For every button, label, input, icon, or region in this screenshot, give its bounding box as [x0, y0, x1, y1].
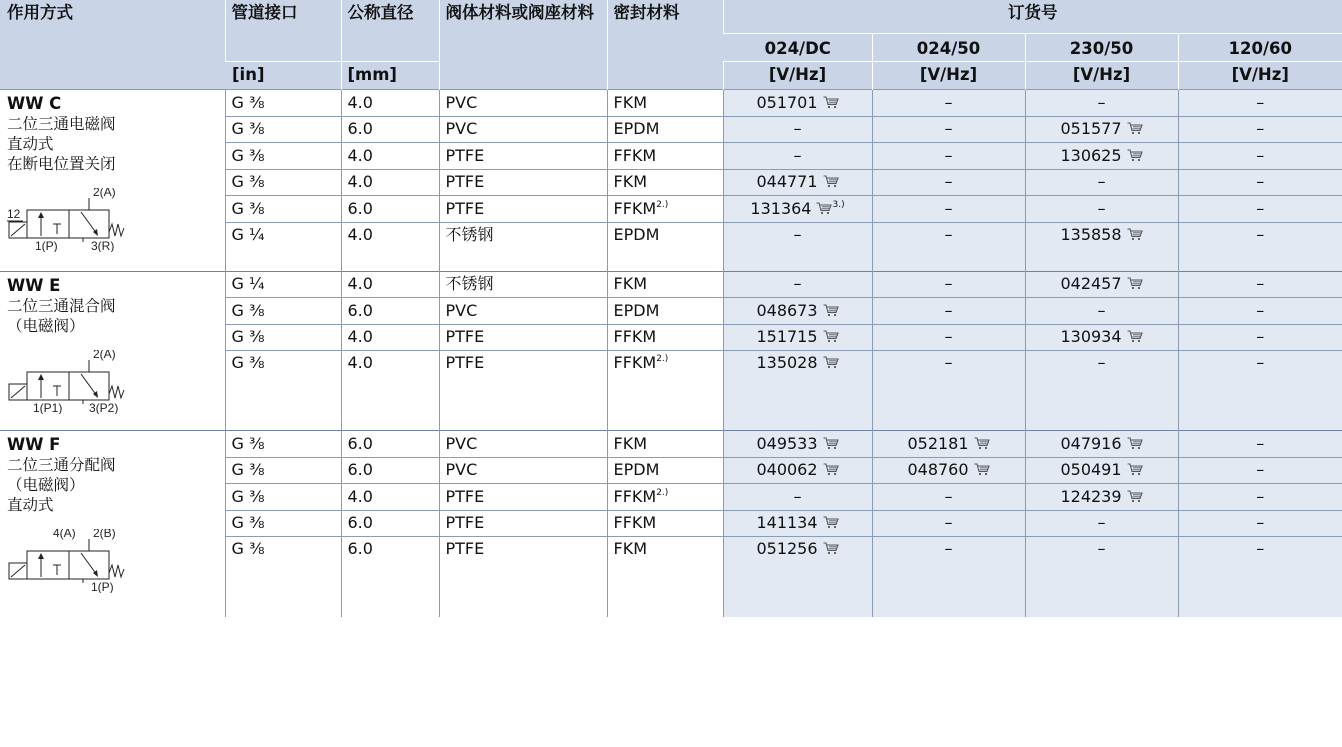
shopping-cart-icon[interactable]: [1127, 149, 1143, 162]
shopping-cart-icon[interactable]: [1127, 330, 1143, 343]
port-cell: G ⅜: [225, 537, 341, 617]
seal-material: FFKM: [613, 145, 657, 165]
seal-material: FFKM: [613, 513, 657, 533]
valve-type-title: WW E: [7, 275, 61, 295]
order-number[interactable]: 044771: [756, 172, 818, 192]
order-number: –: [1256, 513, 1265, 533]
order-number-cell: [723, 271, 872, 298]
order-number-cell[interactable]: [1025, 143, 1178, 170]
order-number: –: [1256, 433, 1265, 453]
order-number: –: [1256, 224, 1265, 244]
order-number[interactable]: 051701: [756, 92, 818, 112]
order-number-cell: [723, 143, 872, 170]
order-number[interactable]: 130625: [1060, 145, 1122, 165]
unit-voltage: [V/Hz]: [1178, 62, 1342, 90]
order-number: –: [944, 327, 953, 347]
body-material-cell: PVC: [439, 116, 607, 143]
shopping-cart-icon[interactable]: [823, 437, 839, 450]
action-cell: [0, 271, 225, 431]
port-cell: G ⅜: [225, 143, 341, 170]
order-number-cell: [1025, 537, 1178, 617]
body-material-cell: PVC: [439, 431, 607, 458]
seal-material: FKM: [613, 92, 647, 112]
shopping-cart-icon[interactable]: [823, 542, 839, 555]
valve-description: 直动式: [7, 496, 54, 514]
order-number-cell: [1178, 90, 1342, 117]
order-number[interactable]: 135858: [1060, 224, 1122, 244]
order-number-cell: [723, 484, 872, 511]
order-number: –: [1256, 145, 1265, 165]
order-number-cell[interactable]: [723, 351, 872, 431]
order-number-cell: [723, 222, 872, 271]
header-nominal-diameter: 公称直径: [341, 0, 439, 62]
order-number: –: [1256, 327, 1265, 347]
valve-description: （电磁阀）: [7, 316, 85, 335]
order-number-cell[interactable]: [723, 324, 872, 351]
diameter-cell: 4.0: [341, 271, 439, 298]
table-row: [0, 90, 1342, 117]
header-voltage-024dc: 024/DC: [723, 34, 872, 62]
order-number-cell: [1178, 169, 1342, 196]
order-number: –: [944, 513, 953, 533]
body-material-cell: PTFE: [439, 537, 607, 617]
valve-description: 二位三通电磁阀: [7, 115, 116, 133]
port-cell: G ⅜: [225, 90, 341, 117]
order-number: –: [944, 274, 953, 294]
diameter-cell: 6.0: [341, 298, 439, 325]
seal-material: FKM: [613, 274, 647, 294]
order-number-cell[interactable]: [723, 537, 872, 617]
order-number-cell[interactable]: [1025, 116, 1178, 143]
diameter-cell: 6.0: [341, 537, 439, 617]
footnote-marker: 2.): [656, 487, 669, 498]
order-number[interactable]: 130934: [1060, 327, 1122, 347]
order-number: –: [793, 486, 802, 506]
seal-material: FKM: [613, 539, 647, 558]
footnote-marker: 3.): [832, 199, 845, 210]
seal-material: FKM: [613, 172, 647, 192]
order-number-cell: [872, 196, 1025, 223]
order-number: –: [1097, 300, 1106, 320]
seal-material-cell: [607, 116, 723, 143]
symbol-label: 12: [7, 207, 21, 221]
diameter-cell: 4.0: [341, 324, 439, 351]
footnote-marker: 2.): [656, 354, 669, 364]
port-cell: G ⅜: [225, 351, 341, 431]
order-number-cell: [1025, 90, 1178, 117]
order-number-cell[interactable]: [872, 457, 1025, 484]
order-number-cell: [1025, 351, 1178, 431]
shopping-cart-icon[interactable]: [823, 304, 839, 317]
order-number: –: [944, 539, 953, 558]
order-number-cell: [872, 90, 1025, 117]
order-number: –: [944, 92, 953, 112]
seal-material-cell: [607, 196, 723, 223]
shopping-cart-icon[interactable]: [1127, 122, 1143, 135]
order-number[interactable]: 042457: [1060, 274, 1122, 294]
order-number: –: [1097, 198, 1106, 218]
shopping-cart-icon[interactable]: [823, 96, 839, 109]
order-number: –: [944, 172, 953, 192]
order-number: –: [1256, 460, 1265, 480]
order-number-cell[interactable]: [1025, 324, 1178, 351]
shopping-cart-icon[interactable]: [1127, 228, 1143, 241]
order-number-cell: [1178, 222, 1342, 271]
order-number-cell: [872, 271, 1025, 298]
order-number-cell: [1178, 196, 1342, 223]
order-number: –: [1097, 92, 1106, 112]
diameter-cell: 4.0: [341, 351, 439, 431]
order-number-cell: [723, 116, 872, 143]
symbol-label: 3(P2): [89, 400, 119, 414]
order-number-cell[interactable]: [723, 510, 872, 537]
port-cell: G ⅜: [225, 484, 341, 511]
order-number: –: [1097, 172, 1106, 192]
order-number[interactable]: 048760: [907, 460, 969, 480]
shopping-cart-icon[interactable]: [1127, 437, 1143, 450]
port-cell: G ⅜: [225, 116, 341, 143]
order-number-cell: [872, 537, 1025, 617]
order-number-cell: [1178, 484, 1342, 511]
order-number-cell: [872, 484, 1025, 511]
seal-material: FKM: [613, 433, 647, 453]
order-number: –: [1097, 539, 1106, 558]
order-number-cell[interactable]: [1025, 431, 1178, 458]
shopping-cart-icon[interactable]: [823, 516, 839, 529]
table-row: [0, 271, 1342, 298]
order-number[interactable]: 124239: [1060, 486, 1122, 506]
seal-material: EPDM: [613, 224, 660, 244]
order-number-cell: [1025, 196, 1178, 223]
order-number-cell: [1178, 116, 1342, 143]
order-number-cell[interactable]: [872, 431, 1025, 458]
valve-type-title: WW C: [7, 94, 62, 113]
seal-material: FFKM: [613, 486, 657, 506]
order-number[interactable]: 047916: [1060, 433, 1122, 453]
order-number-cell: [872, 298, 1025, 325]
port-cell: G ¼: [225, 222, 341, 271]
order-number-cell: [872, 510, 1025, 537]
valve-symbol-diagram: [7, 529, 218, 598]
order-number-cell: [1178, 351, 1342, 431]
symbol-label: 1(P): [35, 239, 58, 252]
order-number-cell[interactable]: [723, 431, 872, 458]
diameter-cell: 4.0: [341, 169, 439, 196]
shopping-cart-icon[interactable]: [823, 356, 839, 369]
diameter-cell: 4.0: [341, 222, 439, 271]
seal-material-cell: [607, 271, 723, 298]
order-number: –: [1256, 353, 1265, 372]
header-order-number: 订货号: [723, 0, 1342, 34]
order-number-cell: [872, 222, 1025, 271]
order-number: –: [1097, 513, 1106, 533]
order-number-cell[interactable]: [1025, 457, 1178, 484]
seal-material-cell: [607, 169, 723, 196]
unit-diameter: [mm]: [341, 62, 439, 90]
order-number[interactable]: 049533: [756, 433, 818, 453]
order-number-cell[interactable]: [723, 298, 872, 325]
shopping-cart-icon[interactable]: [1127, 463, 1143, 476]
order-number-cell: [1025, 169, 1178, 196]
valve-symbol-diagram: [7, 350, 218, 419]
port-cell: G ⅜: [225, 324, 341, 351]
symbol-label: 3(R): [91, 239, 115, 252]
seal-material: EPDM: [613, 460, 660, 480]
order-number: –: [1256, 539, 1265, 558]
symbol-label: 4(A): [53, 529, 76, 540]
header-port: 管道接口: [225, 0, 341, 62]
shopping-cart-icon[interactable]: [823, 330, 839, 343]
valve-description: 在断电位置关闭: [7, 155, 116, 173]
order-number[interactable]: 141134: [756, 513, 818, 533]
header-seal-material: 密封材料: [607, 0, 723, 90]
seal-material-cell: [607, 351, 723, 431]
order-number: –: [793, 145, 802, 165]
seal-material-cell: [607, 324, 723, 351]
seal-material: FFKM: [613, 327, 657, 347]
seal-material-cell: [607, 90, 723, 117]
seal-material: EPDM: [613, 300, 660, 320]
unit-voltage: [V/Hz]: [723, 62, 872, 90]
port-cell: G ⅜: [225, 169, 341, 196]
seal-material-cell: [607, 222, 723, 271]
header-voltage-23050: 230/50: [1025, 34, 1178, 62]
order-number: –: [1097, 353, 1106, 372]
port-cell: G ⅜: [225, 298, 341, 325]
unit-port: [in]: [225, 62, 341, 90]
order-number-cell[interactable]: [723, 169, 872, 196]
order-number-cell: [1178, 510, 1342, 537]
seal-material: FFKM: [613, 198, 657, 218]
order-number-cell: [1178, 324, 1342, 351]
order-number[interactable]: 052181: [907, 433, 969, 453]
order-number-cell: [1178, 271, 1342, 298]
order-number-cell[interactable]: [1025, 484, 1178, 511]
seal-material-cell: [607, 298, 723, 325]
order-number: –: [944, 353, 953, 372]
symbol-label: 2(B): [93, 529, 116, 540]
action-cell: [0, 90, 225, 272]
port-cell: G ⅜: [225, 431, 341, 458]
shopping-cart-icon[interactable]: [1127, 277, 1143, 290]
order-number-cell: [1178, 143, 1342, 170]
order-number: –: [944, 145, 953, 165]
order-number-cell[interactable]: [723, 90, 872, 117]
order-number[interactable]: 040062: [756, 460, 818, 480]
order-number: –: [944, 198, 953, 218]
shopping-cart-icon[interactable]: [823, 175, 839, 188]
order-number-cell: [872, 169, 1025, 196]
valve-type-title: WW F: [7, 435, 61, 454]
seal-material-cell: [607, 484, 723, 511]
order-number[interactable]: 048673: [756, 300, 818, 320]
body-material-cell: PTFE: [439, 324, 607, 351]
body-material-cell: PTFE: [439, 169, 607, 196]
order-number-cell: [1178, 298, 1342, 325]
order-number-cell: [872, 324, 1025, 351]
symbol-label: 2(A): [93, 349, 116, 361]
unit-voltage: [V/Hz]: [872, 62, 1025, 90]
order-number[interactable]: 051577: [1060, 119, 1122, 139]
diameter-cell: 4.0: [341, 484, 439, 511]
diameter-cell: 6.0: [341, 196, 439, 223]
seal-material-cell: [607, 537, 723, 617]
order-number: –: [1256, 300, 1265, 320]
order-number[interactable]: 050491: [1060, 460, 1122, 480]
seal-material: FFKM: [613, 353, 657, 372]
body-material-cell: PTFE: [439, 510, 607, 537]
body-material-cell: PTFE: [439, 484, 607, 511]
header-voltage-02450: 024/50: [872, 34, 1025, 62]
symbol-label: 1(P): [91, 580, 114, 593]
port-cell: G ⅜: [225, 510, 341, 537]
order-number: –: [1256, 486, 1265, 506]
order-number: –: [944, 119, 953, 139]
order-number[interactable]: 151715: [756, 327, 818, 347]
body-material-cell: PVC: [439, 457, 607, 484]
header-action: 作用方式: [0, 0, 225, 90]
body-material-cell: PVC: [439, 298, 607, 325]
order-number: –: [944, 300, 953, 320]
body-material-cell: 不锈钢: [439, 271, 607, 298]
order-number-cell: [1178, 431, 1342, 458]
diameter-cell: 6.0: [341, 457, 439, 484]
valve-description: （电磁阀）: [7, 476, 85, 494]
order-number-cell[interactable]: [1025, 271, 1178, 298]
diameter-cell: 6.0: [341, 431, 439, 458]
shopping-cart-icon[interactable]: [823, 463, 839, 476]
valve-description: 直动式: [7, 135, 54, 153]
seal-material-cell: [607, 431, 723, 458]
order-number-cell: [872, 351, 1025, 431]
shopping-cart-icon[interactable]: [1127, 490, 1143, 503]
unit-voltage: [V/Hz]: [1025, 62, 1178, 90]
port-cell: G ⅜: [225, 196, 341, 223]
diameter-cell: 6.0: [341, 116, 439, 143]
header-voltage-12060: 120/60: [1178, 34, 1342, 62]
order-number: –: [793, 119, 802, 139]
symbol-label: 2(A): [93, 188, 116, 199]
shopping-cart-icon[interactable]: [816, 202, 832, 215]
order-number: –: [1256, 172, 1265, 192]
seal-material-cell: [607, 457, 723, 484]
action-cell: [0, 431, 225, 617]
order-number: –: [793, 224, 802, 244]
seal-material-cell: [607, 143, 723, 170]
body-material-cell: PTFE: [439, 143, 607, 170]
footnote-marker: 2.): [656, 199, 669, 210]
diameter-cell: 6.0: [341, 510, 439, 537]
order-number: –: [1256, 198, 1265, 218]
order-number: –: [1256, 274, 1265, 294]
order-number-cell: [1025, 510, 1178, 537]
seal-material: EPDM: [613, 119, 660, 139]
port-cell: G ¼: [225, 271, 341, 298]
order-number: –: [793, 274, 802, 294]
order-number-cell[interactable]: [1025, 222, 1178, 271]
valve-description: 二位三通分配阀: [7, 456, 116, 474]
valve-symbol-diagram: [7, 188, 218, 257]
order-number: –: [944, 486, 953, 506]
order-number-cell[interactable]: [723, 196, 872, 223]
order-number-cell: [1178, 537, 1342, 617]
order-number: –: [1256, 119, 1265, 139]
seal-material-cell: [607, 510, 723, 537]
valve-description: 二位三通混合阀: [7, 296, 116, 315]
diameter-cell: 4.0: [341, 143, 439, 170]
body-material-cell: 不锈钢: [439, 222, 607, 271]
order-number: –: [1256, 92, 1265, 112]
order-number[interactable]: 135028: [756, 353, 818, 372]
port-cell: G ⅜: [225, 457, 341, 484]
order-number-cell: [872, 116, 1025, 143]
order-number-cell: [872, 143, 1025, 170]
shopping-cart-icon[interactable]: [974, 437, 990, 450]
diameter-cell: 4.0: [341, 90, 439, 117]
order-number-cell[interactable]: [723, 457, 872, 484]
body-material-cell: PVC: [439, 90, 607, 117]
body-material-cell: PTFE: [439, 196, 607, 223]
symbol-label: 1(P1): [33, 400, 63, 414]
order-number-cell: [1025, 298, 1178, 325]
order-number[interactable]: 051256: [756, 539, 818, 558]
table-row: [0, 431, 1342, 458]
order-number[interactable]: 131364: [750, 198, 812, 218]
body-material-cell: PTFE: [439, 351, 607, 431]
order-number: –: [944, 224, 953, 244]
shopping-cart-icon[interactable]: [974, 463, 990, 476]
order-number-cell: [1178, 457, 1342, 484]
header-body-material: 阀体材料或阀座材料: [439, 0, 607, 90]
